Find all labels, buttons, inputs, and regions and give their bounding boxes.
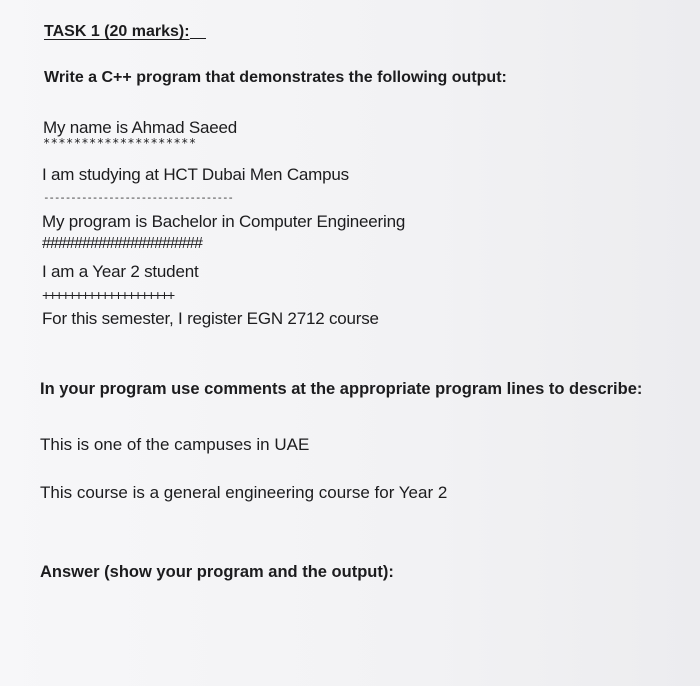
output-separator-pluses: ++++++++++++++++++++ — [42, 287, 174, 303]
output-separator-dashes: ----------------------------------- — [43, 191, 233, 204]
comments-heading: In your program use comments at the appropriate program lines to describe: — [40, 380, 643, 398]
output-separator-stars: ******************** — [43, 136, 197, 150]
answer-label: Answer (show your program and the output): — [40, 563, 394, 581]
output-line-campus: I am studying at HCT Dubai Men Campus — [42, 165, 349, 184]
comment-line-course: This course is a general engineering course for Year 2 — [40, 483, 448, 502]
task-title: TASK 1 (20 marks): — [44, 24, 206, 40]
task-instruction: Write a C++ program that demonstrates the following output: — [44, 69, 507, 86]
output-separator-hashes: #################### — [42, 235, 202, 252]
output-line-program: My program is Bachelor in Computer Engineering — [42, 212, 406, 231]
output-line-name: My name is Ahmad Saeed — [43, 118, 238, 137]
output-line-year: I am a Year 2 student — [42, 262, 199, 281]
comment-line-campus: This is one of the campuses in UAE — [40, 435, 310, 454]
output-line-course: For this semester, I register EGN 2712 course — [42, 309, 379, 328]
